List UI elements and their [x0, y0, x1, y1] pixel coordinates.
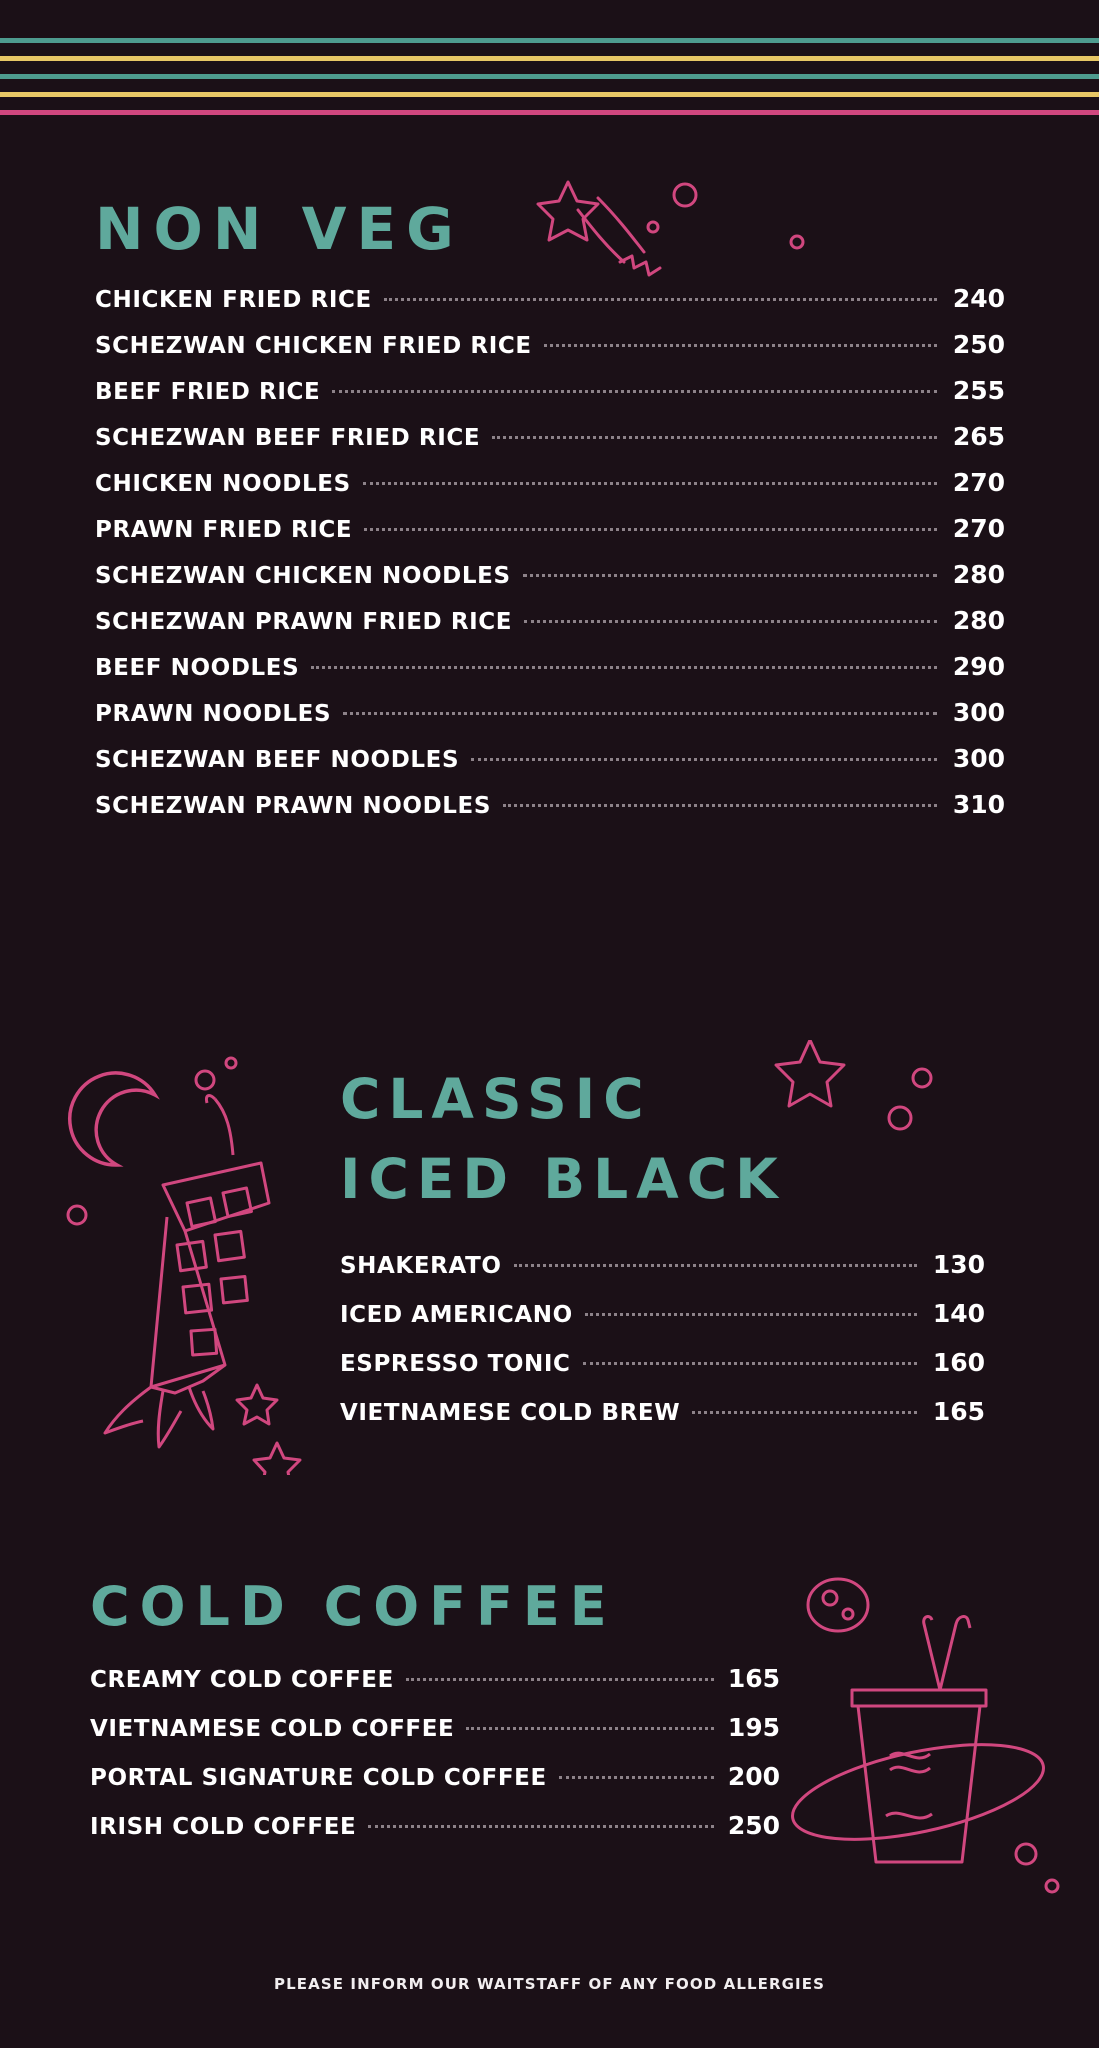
menu-item	[90, 1664, 780, 1693]
menu-item	[95, 652, 1005, 681]
menu-item-name: SCHEZWAN PRAWN FRIED RICE	[95, 609, 513, 635]
menu-item	[340, 1397, 985, 1426]
menu-item-name: SCHEZWAN BEEF NOODLES	[95, 747, 460, 773]
leader-dots	[364, 528, 937, 531]
menu-item-name: SHAKERATO	[340, 1252, 502, 1279]
menu-item-price: 300	[952, 698, 1005, 727]
menu-item-name: IRISH COLD COFFEE	[90, 1814, 357, 1840]
section-title-classic-line2: ICED BLACK	[340, 1146, 786, 1211]
menu-item-name: CHICKEN FRIED RICE	[95, 287, 372, 313]
menu-item	[90, 1811, 780, 1840]
leader-dots	[544, 344, 937, 347]
menu-item	[95, 560, 1005, 589]
section-non-veg	[95, 195, 1005, 836]
menu-item-price: 195	[727, 1713, 780, 1742]
menu-item	[340, 1348, 985, 1377]
section-title-classic-line1: CLASSIC	[340, 1067, 652, 1131]
leader-dots	[368, 1825, 714, 1828]
menu-item-price: 160	[932, 1347, 985, 1377]
section-title-non-veg: NON VEG	[95, 195, 464, 263]
menu-item-name: CHICKEN NOODLES	[95, 471, 351, 497]
menu-list-classic	[340, 1250, 985, 1426]
menu-item-price: 240	[952, 284, 1005, 313]
top-stripes	[0, 0, 1099, 150]
leader-dots	[343, 712, 937, 715]
menu-item	[95, 468, 1005, 497]
menu-item-price: 280	[952, 606, 1005, 635]
leader-dots	[332, 390, 937, 393]
leader-dots	[585, 1313, 917, 1316]
menu-item-price: 250	[727, 1811, 780, 1840]
allergy-note: PLEASE INFORM OUR WAITSTAFF OF ANY FOOD ALLERGIES	[274, 1975, 825, 1993]
menu-item-price: 265	[952, 422, 1005, 451]
crescent-moon-icon	[55, 1035, 335, 1480]
leader-dots	[523, 574, 937, 577]
leader-dots	[311, 666, 937, 669]
menu-list-non-veg	[95, 284, 1005, 819]
menu-item-price: 165	[727, 1664, 780, 1693]
menu-item-name: SCHEZWAN BEEF FRIED RICE	[95, 425, 481, 451]
menu-item-name: CREAMY COLD COFFEE	[90, 1667, 394, 1693]
menu-item-name: PRAWN NOODLES	[95, 701, 332, 727]
section-classic-iced-black	[340, 1060, 1005, 1446]
menu-item-name: VIETNAMESE COLD BREW	[340, 1399, 681, 1426]
menu-item	[95, 790, 1005, 819]
menu-item	[90, 1762, 780, 1791]
menu-item	[95, 698, 1005, 727]
leader-dots	[514, 1264, 917, 1267]
menu-item	[95, 744, 1005, 773]
menu-item	[90, 1713, 780, 1742]
menu-item-price: 200	[727, 1762, 780, 1791]
leader-dots	[384, 298, 937, 301]
stripe-teal-1	[0, 38, 1099, 43]
menu-item	[95, 514, 1005, 543]
section-title-cold-coffee: COLD COFFEE	[90, 1575, 617, 1638]
menu-item	[95, 376, 1005, 405]
menu-item	[340, 1299, 985, 1328]
stripe-teal-2	[0, 74, 1099, 79]
section-title-classic	[340, 1060, 1005, 1220]
leader-dots	[466, 1727, 714, 1730]
menu-item-price: 270	[952, 468, 1005, 497]
menu-item-price: 310	[952, 790, 1005, 819]
menu-item-price: 255	[952, 376, 1005, 405]
menu-item	[95, 606, 1005, 635]
menu-list-cold-coffee	[90, 1664, 780, 1840]
menu-item	[95, 284, 1005, 313]
leader-dots	[524, 620, 937, 623]
menu-item	[95, 422, 1005, 451]
menu-item-price: 250	[952, 330, 1005, 359]
leader-dots	[406, 1678, 714, 1681]
menu-item-name: SCHEZWAN CHICKEN NOODLES	[95, 563, 511, 589]
menu-item-name: ICED AMERICANO	[340, 1301, 573, 1328]
menu-item-name: VIETNAMESE COLD COFFEE	[90, 1716, 455, 1742]
stripe-yellow-1	[0, 56, 1099, 61]
menu-item-name: ESPRESSO TONIC	[340, 1350, 571, 1377]
stripe-yellow-2	[0, 92, 1099, 97]
leader-dots	[503, 804, 937, 807]
leader-dots	[471, 758, 937, 761]
menu-item-price: 280	[952, 560, 1005, 589]
menu-item-price: 165	[932, 1396, 985, 1426]
menu-item-name: BEEF NOODLES	[95, 655, 300, 681]
menu-item-price: 300	[952, 744, 1005, 773]
menu-item-price: 130	[932, 1249, 985, 1279]
menu-item-name: SCHEZWAN PRAWN NOODLES	[95, 793, 492, 819]
leader-dots	[583, 1362, 917, 1365]
stripe-pink-1	[0, 110, 1099, 115]
leader-dots	[492, 436, 937, 439]
section-cold-coffee	[90, 1575, 780, 1860]
menu-item	[95, 330, 1005, 359]
leader-dots	[559, 1776, 714, 1779]
menu-item-name: PRAWN FRIED RICE	[95, 517, 353, 543]
menu-item-price: 140	[932, 1298, 985, 1328]
menu-item-name: PORTAL SIGNATURE COLD COFFEE	[90, 1765, 547, 1791]
iced-coffee-cup-icon	[790, 1570, 1070, 1905]
menu-item	[340, 1250, 985, 1279]
leader-dots	[363, 482, 937, 485]
leader-dots	[692, 1411, 917, 1414]
menu-item-name: BEEF FRIED RICE	[95, 379, 321, 405]
menu-item-price: 290	[952, 652, 1005, 681]
menu-item-name: SCHEZWAN CHICKEN FRIED RICE	[95, 333, 532, 359]
menu-item-price: 270	[952, 514, 1005, 543]
